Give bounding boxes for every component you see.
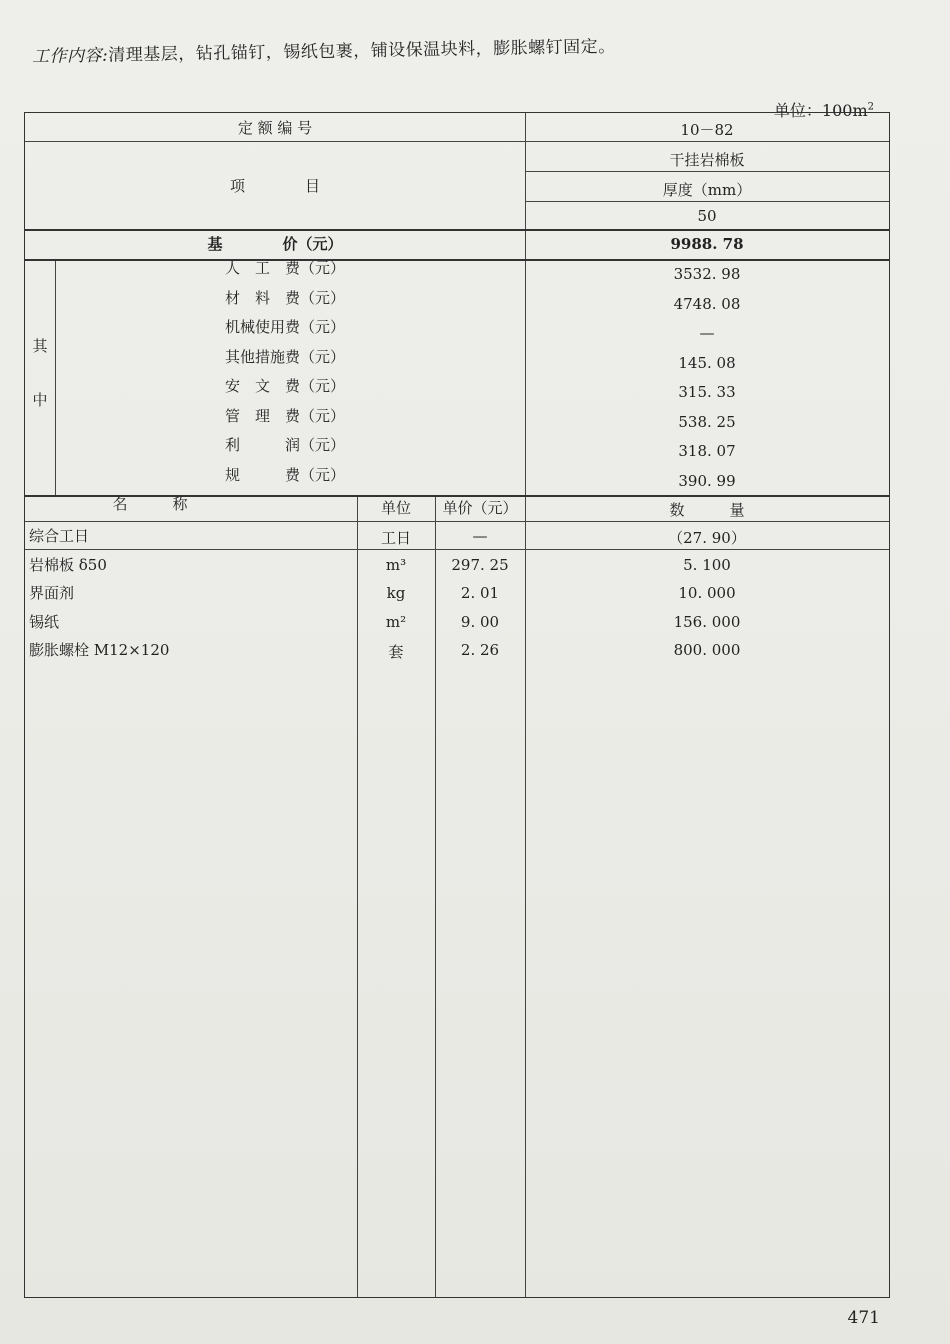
breakdown-group-label-1: 其 [32, 337, 48, 355]
material-name: 岩棉板 δ50 [29, 555, 107, 574]
divider-base-price-top [25, 229, 889, 231]
work-content-label: 工作内容: [31, 45, 109, 67]
material-unit: m² [385, 612, 407, 631]
divider-group-vertical [55, 259, 56, 495]
breakdown-item-value: 390. 99 [678, 471, 736, 490]
quota-number-label: 定 额 编 号 [237, 119, 313, 137]
divider-base-price-bottom [25, 259, 889, 261]
divider-header-3 [525, 201, 889, 202]
material-quantity: 800. 000 [673, 641, 741, 659]
material-price: 2. 01 [460, 584, 500, 602]
divider-header-2 [525, 171, 889, 172]
work-content [32, 32, 616, 67]
material-name: 综合工日 [29, 527, 90, 545]
breakdown-item-value: 538. 25 [678, 412, 736, 431]
breakdown-item-value: 145. 08 [678, 353, 736, 372]
unit-superscript: 2 [867, 101, 874, 113]
material-unit: m³ [385, 555, 407, 574]
breakdown-item-value: — [699, 324, 715, 342]
material-unit: 套 [388, 643, 404, 661]
material-price: 297. 25 [451, 555, 509, 574]
breakdown-item-label: 安 文 费（元） [225, 377, 346, 395]
breakdown-item-label: 管 理 费（元） [225, 406, 346, 425]
material-name: 膨胀螺栓 M12×120 [29, 641, 170, 659]
breakdown-group-label-2: 中 [32, 391, 48, 409]
thickness-value: 50 [697, 207, 717, 225]
breakdown-item-value: 4748. 08 [673, 294, 741, 313]
column-name-header: 名 称 [112, 495, 188, 513]
material-quantity: 156. 000 [673, 612, 741, 631]
breakdown-item-label: 规 费（元） [225, 465, 346, 484]
breakdown-item-label: 材 料 费（元） [225, 288, 346, 307]
breakdown-item-label: 利 润（元） [225, 436, 346, 454]
item-label: 项 目 [229, 177, 320, 195]
breakdown-item-label: 其他措施费（元） [225, 347, 346, 366]
thickness-label: 厚度（mm） [662, 181, 752, 199]
breakdown-item-value: 315. 33 [678, 383, 736, 401]
material-price: — [472, 527, 488, 545]
divider-header-1 [25, 141, 889, 142]
divider-labor-row [25, 549, 889, 550]
page-number: 471 [847, 1308, 880, 1328]
unit-label: 单位：100m [773, 101, 868, 120]
work-content-text: 清理基层，钻孔锚钉，锡纸包裹，铺设保温块料，膨胀螺钉固定。 [108, 36, 616, 66]
material-quantity: 5. 100 [683, 555, 731, 574]
breakdown-item-value: 318. 07 [678, 442, 736, 460]
column-quantity-header: 数 量 [669, 501, 745, 519]
column-unit-header: 单位 [380, 499, 411, 517]
base-price-value: 9988. 78 [670, 235, 744, 253]
divider-main-vertical [525, 113, 526, 1297]
material-price: 2. 26 [460, 641, 500, 659]
material-quantity: （27. 90） [668, 529, 746, 547]
base-price-label: 基 价（元） [207, 235, 343, 253]
material-name: 锡纸 [29, 612, 60, 631]
quota-table [24, 112, 890, 1298]
material-unit: 工日 [380, 529, 411, 547]
quota-number: 10－82 [680, 121, 734, 139]
breakdown-item-label: 机械使用费（元） [225, 318, 346, 336]
item-name: 干挂岩棉板 [669, 151, 745, 169]
material-price: 9. 00 [460, 612, 500, 631]
material-unit: kg [386, 584, 406, 602]
breakdown-item-value: 3532. 98 [673, 265, 741, 283]
divider-materials-header [25, 521, 889, 522]
material-quantity: 10. 000 [678, 584, 736, 602]
column-price-header: 单价（元） [442, 499, 518, 517]
breakdown-item-label: 人 工 费（元） [225, 259, 346, 277]
material-name: 界面剂 [29, 584, 75, 602]
